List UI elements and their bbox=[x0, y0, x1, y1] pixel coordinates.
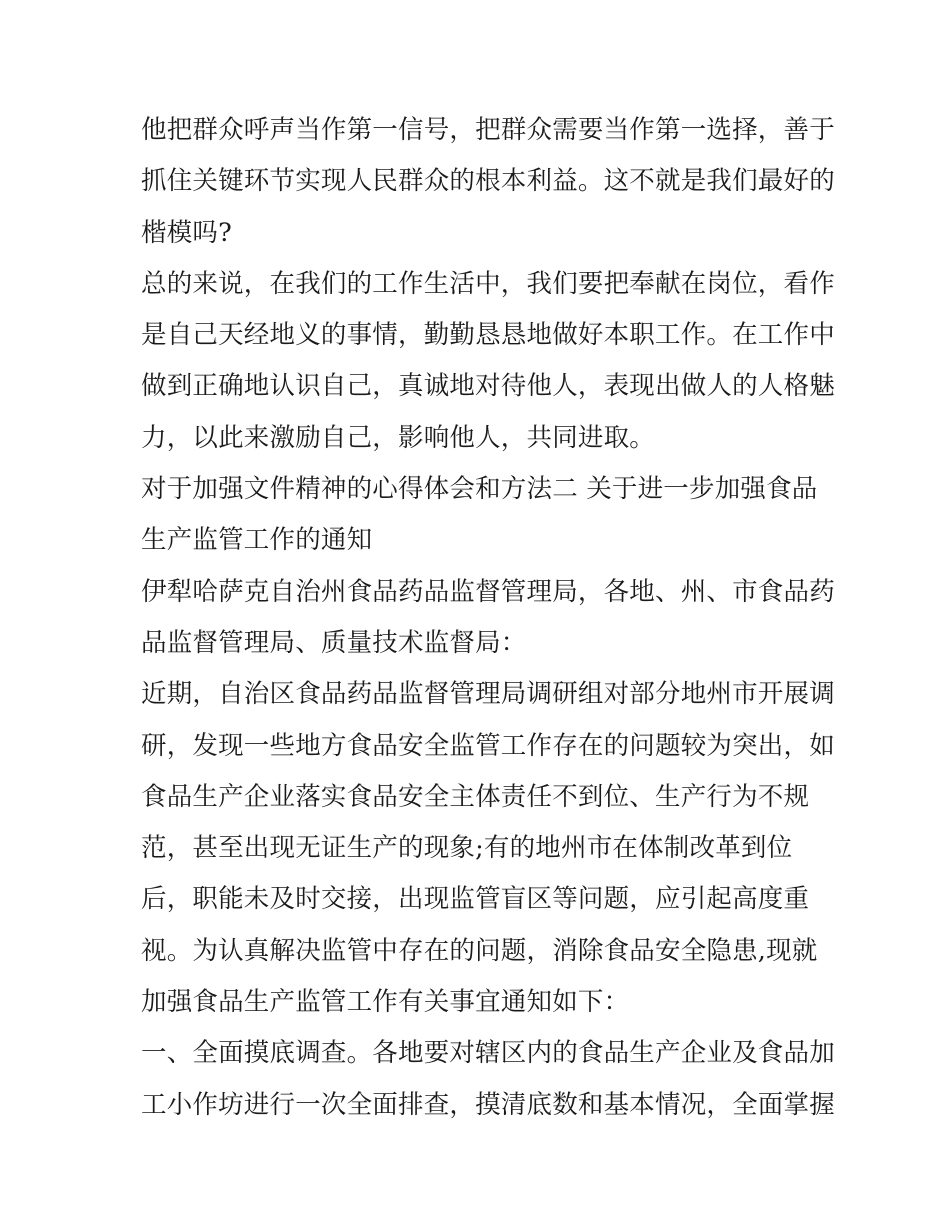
text-line: 是自己天经地义的事情，勤勤恳恳地做好本职工作。在工作中 bbox=[141, 320, 835, 351]
text-line: 近期，自治区食品药品监督管理局调研组对部分地州市开展调 bbox=[141, 679, 835, 710]
text-line: 他把群众呼声当作第一信号，把群众需要当作第一选择，善于 bbox=[141, 115, 835, 145]
text-line: 对于加强文件精神的心得体会和方法二 关于进一步加强食品 bbox=[141, 474, 818, 505]
text-line: 加强食品生产监管工作有关事宜通知如下： bbox=[141, 987, 630, 1018]
text-line: 一、全面摸底调查。各地要对辖区内的食品生产企业及食品加 bbox=[141, 1038, 835, 1069]
text-line: 范，甚至出现无证生产的现象;有的地州市在体制改革到位 bbox=[141, 833, 793, 864]
text-line: 总的来说，在我们的工作生活中，我们要把奉献在岗位，看作 bbox=[141, 268, 835, 299]
text-line: 视。为认真解决监管中存在的问题，消除食品安全隐患,现就 bbox=[141, 935, 818, 966]
text-line: 食品生产企业落实食品安全主体责任不到位、生产行为不规 bbox=[141, 781, 810, 812]
text-line: 工小作坊进行一次全面排查，摸清底数和基本情况，全面掌握 bbox=[141, 1089, 835, 1120]
text-line: 研，发现一些地方食品安全监管工作存在的问题较为突出，如 bbox=[141, 730, 835, 761]
text-line: 做到正确地认识自己，真诚地对待他人，表现出做人的人格魅 bbox=[141, 371, 835, 402]
text-line: 力，以此来激励自己，影响他人，共同进取。 bbox=[141, 422, 656, 453]
text-line: 楷模吗? bbox=[141, 217, 232, 248]
text-line: 伊犁哈萨克自治州食品药品监督管理局，各地、州、市食品药 bbox=[141, 576, 835, 607]
document-body bbox=[141, 105, 835, 1131]
text-line: 品监督管理局、质量技术监督局： bbox=[141, 627, 527, 658]
text-line: 生产监管工作的通知 bbox=[141, 525, 373, 556]
text-line: 后，职能未及时交接，出现监管盲区等问题，应引起高度重 bbox=[141, 884, 810, 915]
text-line: 抓住关键环节实现人民群众的根本利益。这不就是我们最好的 bbox=[141, 166, 835, 197]
